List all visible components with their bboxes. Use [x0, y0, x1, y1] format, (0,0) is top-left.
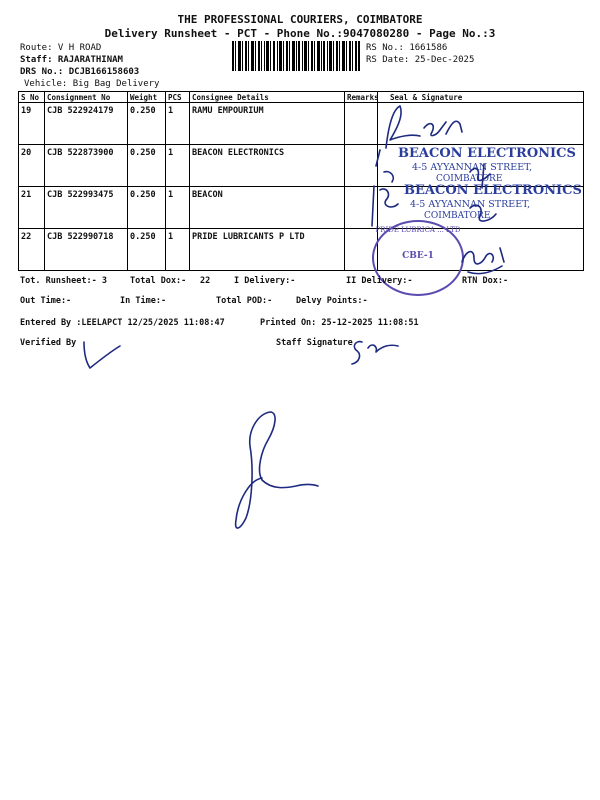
- entered-by: Entered By :LEELAPCT 12/25/2025 11:08:47: [20, 318, 225, 328]
- i-delivery-label: I Delivery:-: [234, 276, 296, 286]
- ii-delivery-label: II Delivery:-: [346, 276, 413, 286]
- rtn-dox-label: RTN Dox:-: [462, 276, 509, 286]
- row-sno: 22: [19, 229, 45, 271]
- row-consignment: CJB 522924179: [45, 103, 128, 145]
- in-time-label: In Time:-: [120, 296, 167, 306]
- out-time-label: Out Time:-: [20, 296, 72, 306]
- row-consignee: RAMU EMPOURIUM: [190, 103, 345, 145]
- col-weight: Weight: [128, 92, 166, 103]
- pride-stamp-center-text: CBE-1: [402, 251, 434, 261]
- row-consignment: CJB 522993475: [45, 187, 128, 229]
- total-runsheet: Tot. Runsheet:- 3: [20, 276, 107, 286]
- vehicle-label: Vehicle: Big Bag Delivery: [24, 79, 160, 89]
- beacon-stamp-1-address: 4-5 AYYANNAN STREET,: [412, 162, 533, 173]
- row-weight: 0.250: [128, 145, 166, 187]
- col-sno: S No: [19, 92, 45, 103]
- beacon-stamp-2-name: BEACON ELECTRONICS: [404, 183, 582, 198]
- row-pcs: 1: [166, 145, 190, 187]
- row-consignee: PRIDE LUBRICANTS P LTD: [190, 229, 345, 271]
- row-sno: 20: [19, 145, 45, 187]
- row-consignment: CJB 522990718: [45, 229, 128, 271]
- row-sno: 21: [19, 187, 45, 229]
- beacon-stamp-2-address: 4-5 AYYANNAN STREET,: [410, 199, 531, 210]
- beacon-stamp-1-city: COIMBATORE: [436, 174, 503, 184]
- row-pcs: 1: [166, 103, 190, 145]
- beacon-stamp-2-city: COIMBATORE: [424, 211, 491, 221]
- staff-signature-label: Staff Signature: [276, 338, 353, 348]
- row-consignee: BEACON: [190, 187, 345, 229]
- col-consignee: Consignee Details: [190, 92, 345, 103]
- total-pod-label: Total POD:-: [216, 296, 273, 306]
- row-weight: 0.250: [128, 103, 166, 145]
- row-pcs: 1: [166, 229, 190, 271]
- verified-by-label: Verified By: [20, 338, 77, 348]
- total-dox-value: 22: [200, 276, 211, 286]
- col-pcs: PCS: [166, 92, 190, 103]
- row-weight: 0.250: [128, 187, 166, 229]
- drs-number: DRS No.: DCJB166158603: [20, 67, 140, 77]
- page-title: THE PROFESSIONAL COURIERS, COIMBATORE: [177, 13, 423, 26]
- delivery-points-label: Delvy Points:-: [296, 296, 368, 306]
- row-pcs: 1: [166, 187, 190, 229]
- col-seal: Seal & Signature: [378, 92, 584, 103]
- printed-on: Printed On: 25-12-2025 11:08:51: [260, 318, 419, 328]
- beacon-stamp-1-name: BEACON ELECTRONICS: [398, 146, 576, 161]
- total-dox-label: Total Dox:-: [130, 276, 187, 286]
- row-consignment: CJB 522873900: [45, 145, 128, 187]
- row-consignee: BEACON ELECTRONICS: [190, 145, 345, 187]
- page-subtitle: Delivery Runsheet - PCT - Phone No.:9047080280 - Page No.:3: [104, 27, 496, 40]
- pride-stamp-ring-text: PRIDE LUBRICA ... LTD: [375, 226, 461, 234]
- col-consignment: Consignment No: [45, 92, 128, 103]
- rs-date: RS Date: 25-Dec-2025: [366, 55, 475, 65]
- col-remarks: Remarks: [345, 92, 378, 103]
- staff-label: Staff: RAJARATHINAM: [20, 55, 123, 65]
- rs-number: RS No.: 1661586: [366, 43, 448, 53]
- route-label: Route: V H ROAD: [20, 43, 102, 53]
- row-weight: 0.250: [128, 229, 166, 271]
- row-sno: 19: [19, 103, 45, 145]
